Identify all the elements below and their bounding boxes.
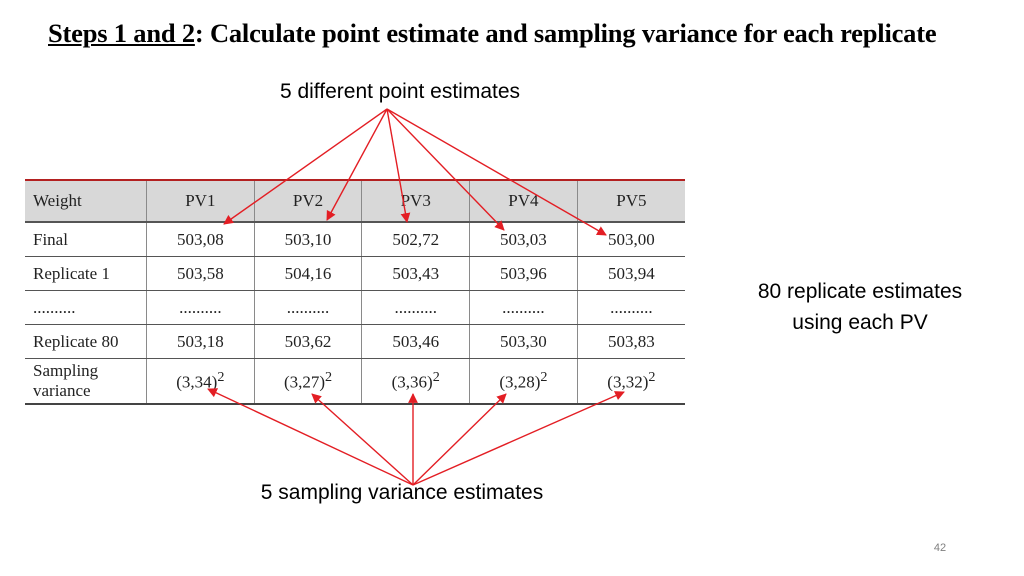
title-rest: : Calculate point estimate and sampling variance for each replicate <box>194 18 937 48</box>
replicate-label-line2: using each PV <box>792 311 928 334</box>
header-pv5: PV5 <box>577 180 685 222</box>
replicate-label-line1: 80 replicate estimates <box>757 280 963 303</box>
table-cell: 503,08 <box>147 222 255 257</box>
table-cell: 503,46 <box>362 325 470 359</box>
table-cell <box>577 359 685 405</box>
header-pv2: PV2 <box>254 180 362 222</box>
table-cell: 503,10 <box>254 222 362 257</box>
table-cell: 503,00 <box>577 222 685 257</box>
variance-base: (3,28) <box>499 372 541 392</box>
table-cell <box>362 359 470 405</box>
table-cell: 504,16 <box>254 257 362 291</box>
table-cell: 503,62 <box>254 325 362 359</box>
table-cell: 503,30 <box>470 325 578 359</box>
table-row-replicate-80 <box>25 325 685 359</box>
variance-exponent: 2 <box>325 369 333 386</box>
variance-base: (3,27) <box>283 372 326 392</box>
arrow-to-pv4-variance <box>413 394 506 485</box>
variance-exponent: 2 <box>432 369 440 386</box>
table-cell: .......... <box>147 291 255 325</box>
row-label: Replicate 1 <box>25 257 147 291</box>
table-cell <box>254 359 362 405</box>
slide-title <box>48 18 1008 49</box>
table-cell: 503,18 <box>147 325 255 359</box>
table-row-ellipsis <box>25 291 685 325</box>
table-cell: 502,72 <box>362 222 470 257</box>
table-cell: .......... <box>470 291 578 325</box>
table-cell: 503,96 <box>470 257 578 291</box>
header-pv3: PV3 <box>362 180 470 222</box>
variance-label-line1: Sampling <box>33 361 99 380</box>
table-row-sampling-variance <box>25 359 685 405</box>
replicate-table <box>25 179 685 405</box>
variance-exponent: 2 <box>648 369 656 386</box>
variance-label-line2: variance <box>33 381 91 400</box>
table-row-replicate-1 <box>25 257 685 291</box>
header-pv4: PV4 <box>470 180 578 222</box>
table-cell: 503,43 <box>362 257 470 291</box>
variance-base: (3,34) <box>176 372 218 392</box>
variance-exponent: 2 <box>540 369 548 386</box>
row-label: Replicate 80 <box>25 325 147 359</box>
title-step: Steps 1 and 2 <box>48 18 195 48</box>
row-label: Final <box>25 222 147 257</box>
point-estimates-label: 5 different point estimates <box>279 80 521 103</box>
variance-base: (3,36) <box>391 372 433 392</box>
arrow-to-pv5-variance <box>413 392 624 485</box>
table-cell: .......... <box>577 291 685 325</box>
variance-estimates-label: 5 sampling variance estimates <box>260 481 544 504</box>
table-cell: 503,58 <box>147 257 255 291</box>
variance-base: (3,32) <box>607 372 649 392</box>
row-label <box>25 359 147 405</box>
table-cell: .......... <box>254 291 362 325</box>
row-label: .......... <box>25 291 147 325</box>
table-cell: 503,03 <box>470 222 578 257</box>
variance-exponent: 2 <box>217 369 225 386</box>
header-weight: Weight <box>25 180 147 222</box>
header-pv1: PV1 <box>147 180 255 222</box>
table-cell <box>470 359 578 405</box>
table-cell <box>147 359 255 405</box>
table-cell: 503,94 <box>577 257 685 291</box>
replicate-estimates-label <box>728 276 992 338</box>
table-header-row <box>25 180 685 222</box>
table-row-final <box>25 222 685 257</box>
arrow-to-pv2-variance <box>312 394 413 485</box>
table-cell: 503,83 <box>577 325 685 359</box>
table-cell: .......... <box>362 291 470 325</box>
page-number: 42 <box>933 542 947 554</box>
